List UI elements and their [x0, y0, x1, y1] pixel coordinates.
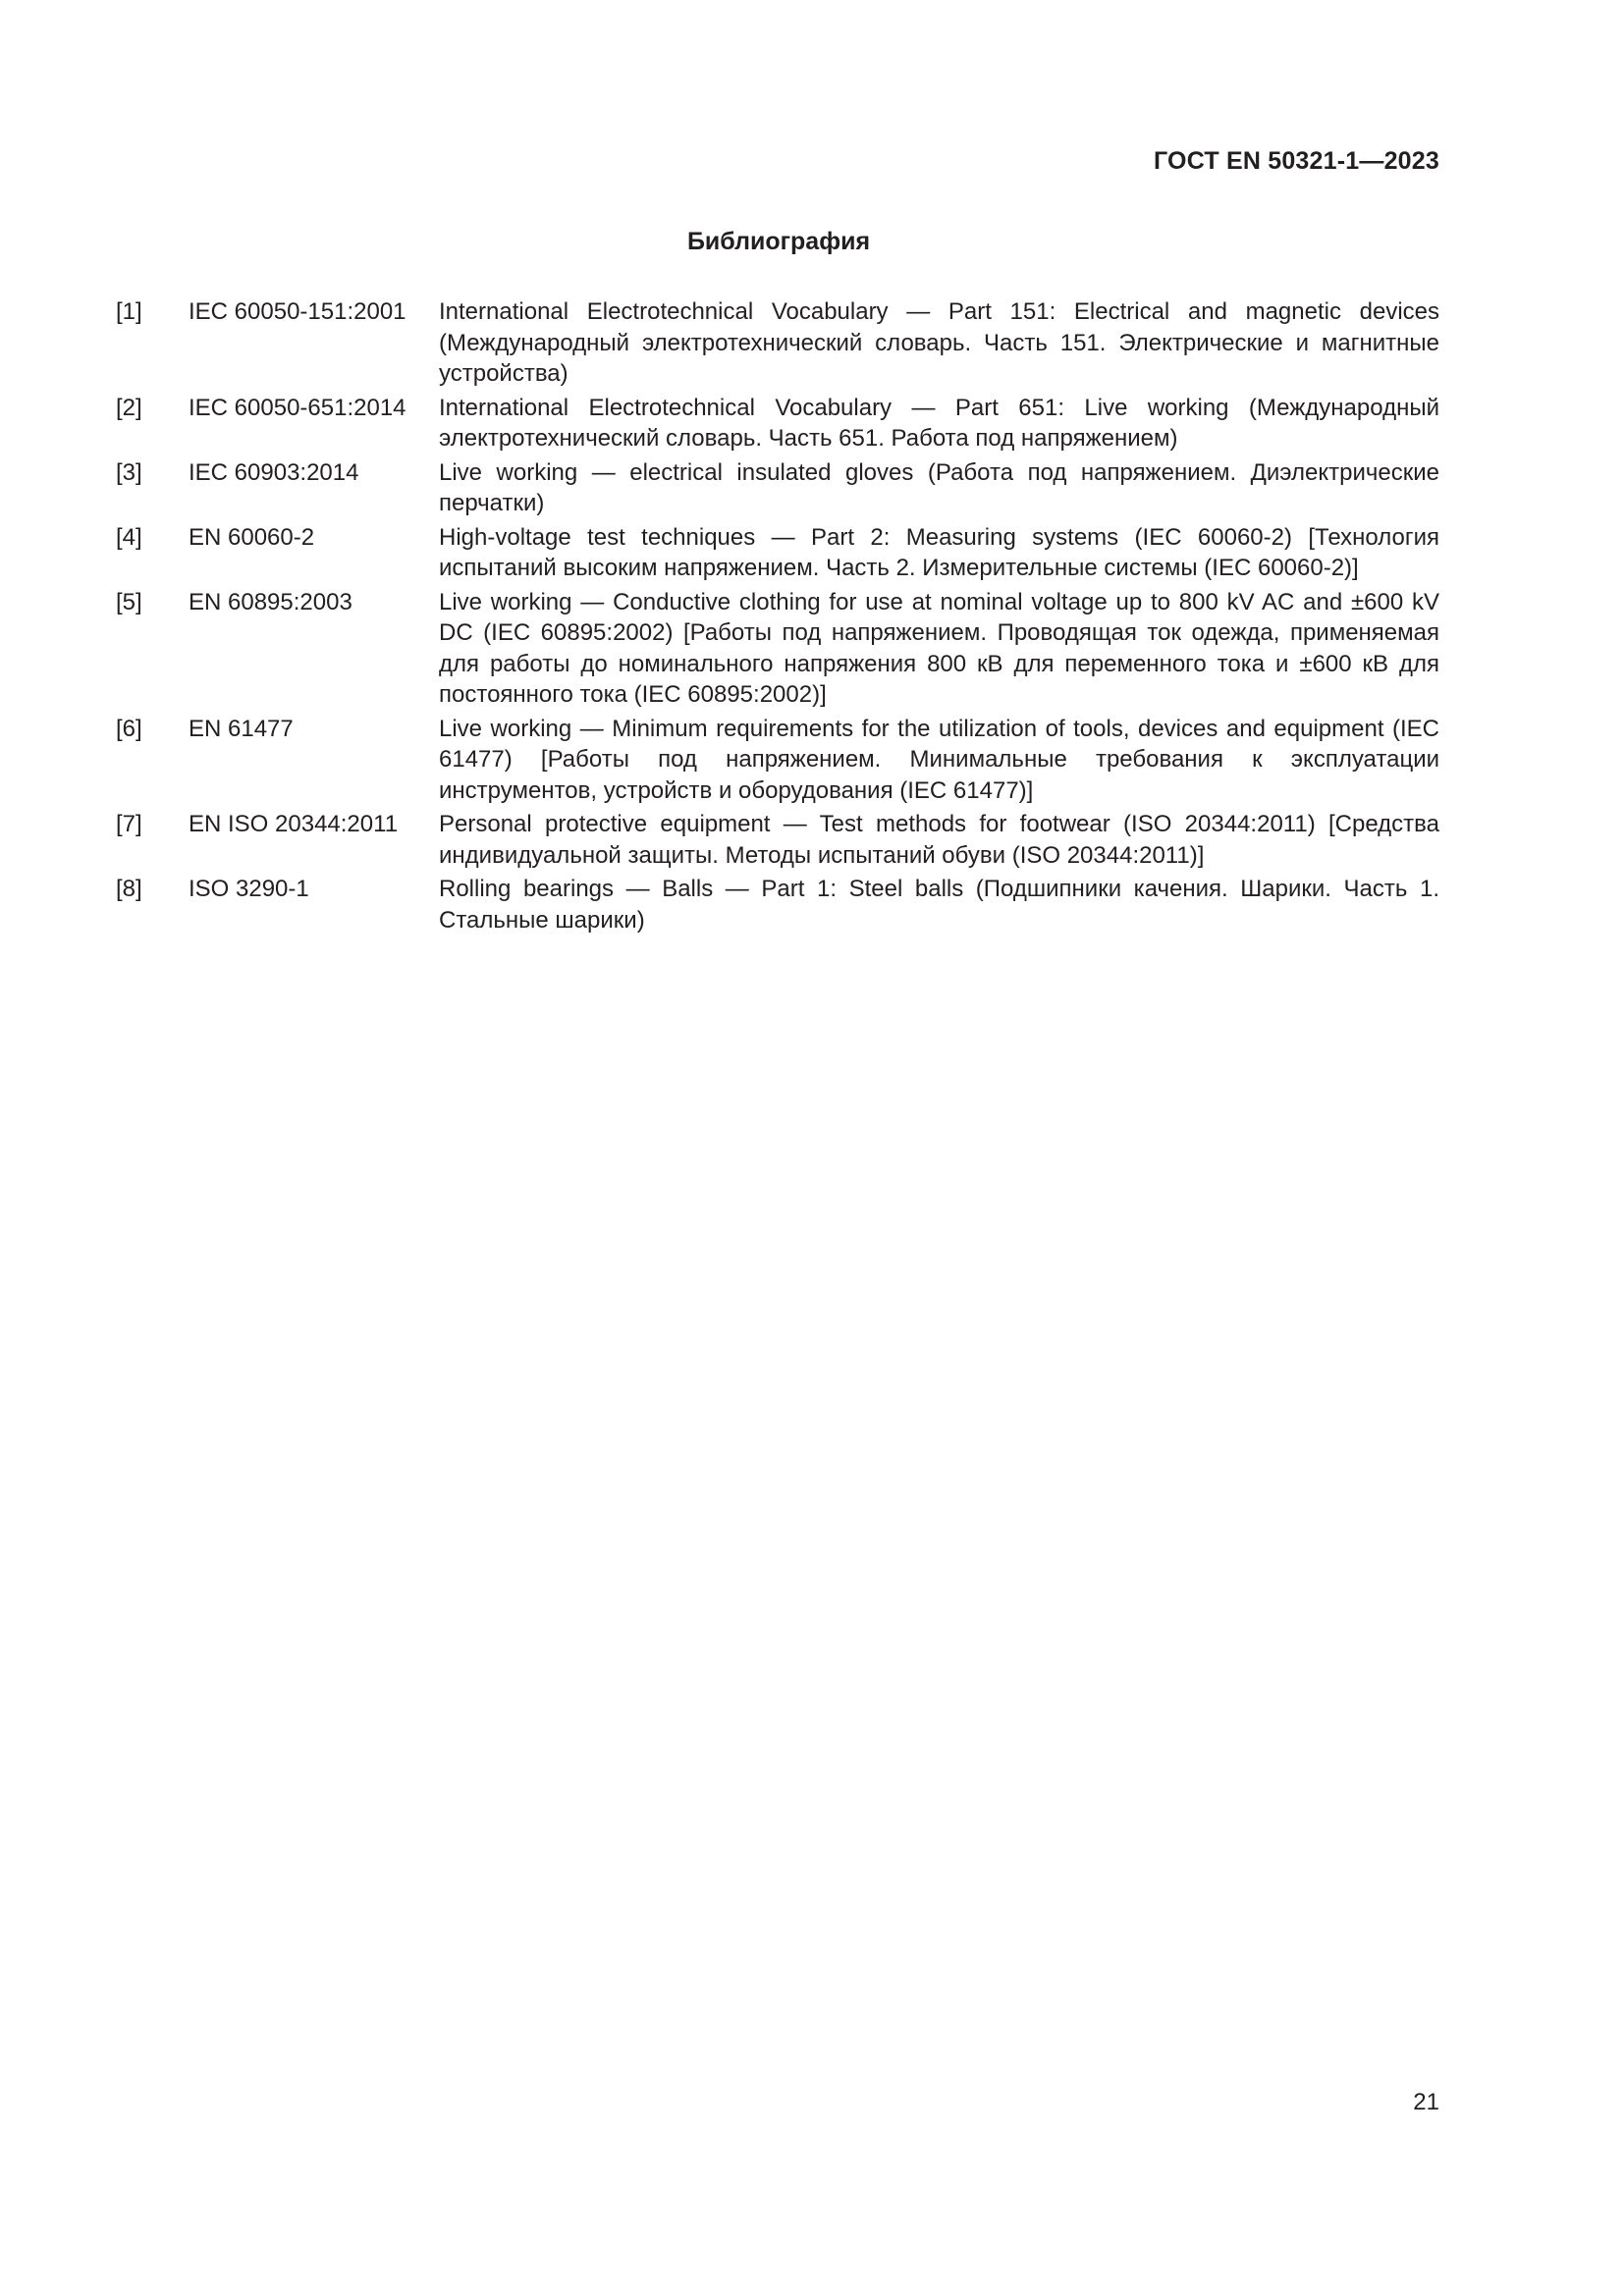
bibliography-entry-5: [116, 587, 1439, 711]
standard-code: EN ISO 20344:2011: [189, 811, 399, 837]
standard-code: EN 61477: [189, 715, 294, 742]
entry-title: Personal protective equipment — Test methods for footwear (ISO 20344:2011) [Средства индивидуальной защиты. Методы испытаний обуви (ISO 20344:2011)]: [439, 811, 1439, 869]
entry-number: [6]: [116, 715, 142, 742]
entry-number: [4]: [116, 523, 142, 551]
entry-title: International Electrotechnical Vocabulary — Part 151: Electrical and magnetic devices (Международный электротехнический словарь. Часть 151. Электрические и магнитные устройства): [439, 298, 1439, 387]
page-title: Библиография: [686, 228, 871, 255]
entry-number: [3]: [116, 458, 142, 486]
standard-code: EN 60895:2003: [189, 588, 352, 615]
entry-number: [5]: [116, 588, 142, 615]
entry-title: International Electrotechnical Vocabulary — Part 651: Live working (Международный электротехнический словарь. Часть 651. Работа под напряжением): [439, 394, 1439, 452]
entry-title: Rolling bearings — Balls — Part 1: Steel balls (Подшипники качения. Шарики. Часть 1. Стальные шарики): [439, 876, 1439, 934]
bibliography-entry-6: [116, 714, 1439, 807]
entry-title: Live working — electrical insulated gloves (Работа под напряжением. Диэлектрические перчатки): [439, 458, 1439, 516]
standard-code: IEC 60050-151:2001: [189, 298, 406, 325]
bibliography-entry-3: [116, 457, 1439, 519]
entry-number: [8]: [116, 876, 142, 902]
entry-title: Live working — Minimum requirements for the utilization of tools, devices and equipment (IEC 61477) [Работы под напряжением. Минимальные требования к эксплуатации инструментов, устройств и оборудования (IEC 61477)]: [439, 715, 1439, 804]
bibliography-entry-1: [116, 296, 1439, 390]
entry-title: Live working — Conductive clothing for use at nominal voltage up to 800 kV AC and ±600 kV DC (IEC 60895:2002) [Работы под напряжением. Проводящая ток одежда, применяемая для работы до номинального напряжения 800 кВ для переменного тока и ±600 кВ для постоянного тока (IEC 60895:2002)]: [439, 588, 1439, 708]
entry-title: High-voltage test techniques — Part 2: Measuring systems (IEC 60060-2) [Технология испытаний высоким напряжением. Часть 2. Измерительные системы (IEC 60060-2)]: [439, 523, 1439, 581]
entry-number: [1]: [116, 298, 142, 325]
standard-code: IEC 60050-651:2014: [189, 394, 406, 421]
standard-code: ISO 3290-1: [189, 876, 309, 902]
standard-code: EN 60060-2: [189, 523, 315, 551]
standard-code: IEC 60903:2014: [189, 458, 359, 486]
page-number: 21: [1413, 2089, 1439, 2115]
bibliography-entry-8: [116, 874, 1439, 935]
bibliography-entry-7: [116, 809, 1439, 871]
bibliography-entry-2: [116, 393, 1439, 454]
entry-number: [2]: [116, 394, 142, 421]
document-code: ГОСТ EN 50321-1—2023: [1154, 147, 1439, 175]
bibliography-list: [116, 296, 1439, 938]
bibliography-entry-4: [116, 522, 1439, 584]
entry-number: [7]: [116, 811, 142, 837]
